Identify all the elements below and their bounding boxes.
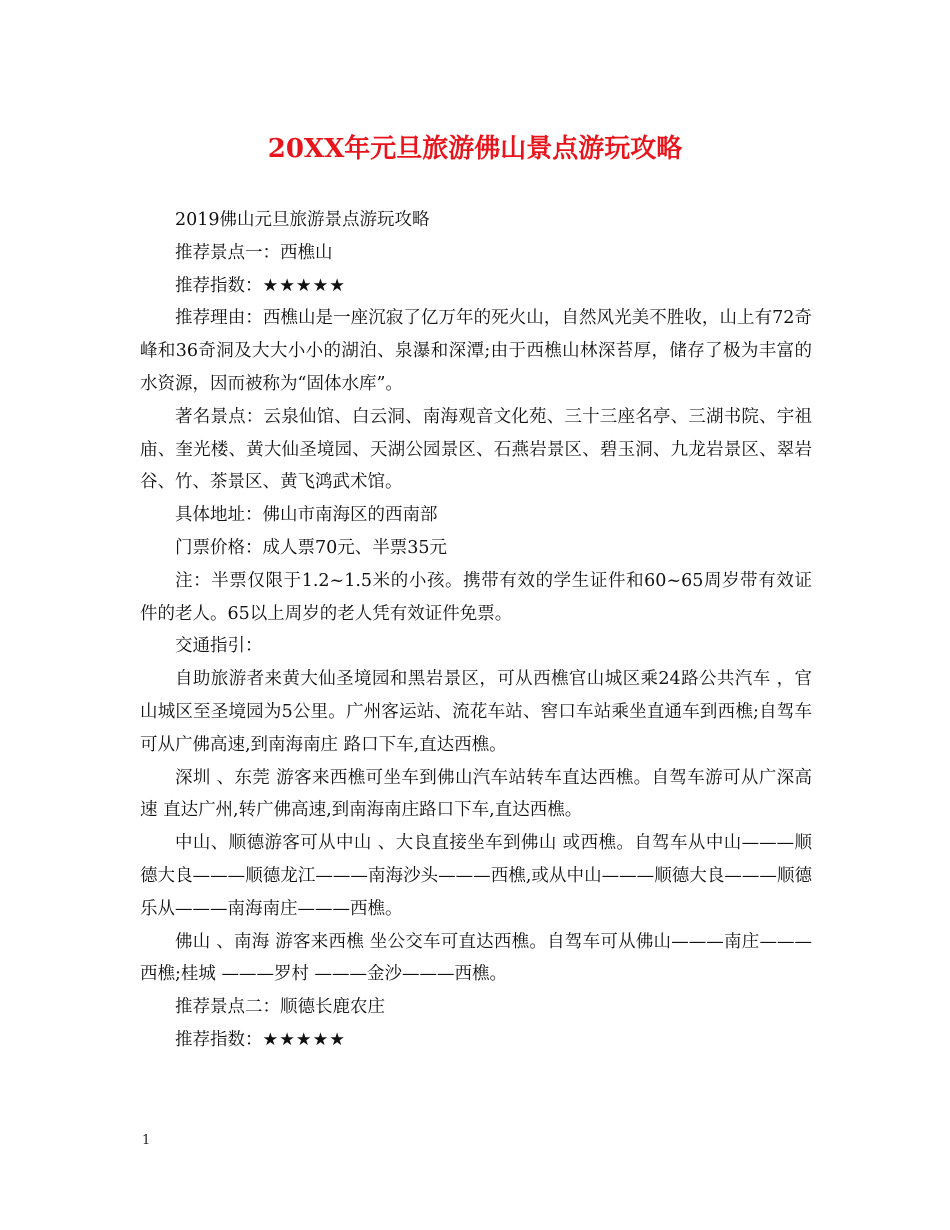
paragraph: 自助旅游者来黄大仙圣境园和黑岩景区，可从西樵官山城区乘24路公共汽车 ，官山城区至圣境园为5公里。广州客运站、流花车站、窖口车站乘坐直通车到西樵;自驾车可从广佛高速,到南海南庄 路口下车,直达西樵。 (140, 669, 812, 755)
page-number: 1 (142, 1133, 151, 1148)
rating-line (140, 1024, 812, 1057)
rating-line (140, 270, 812, 303)
paragraph: 推荐景点一：西樵山 (175, 242, 333, 263)
paragraph: 深圳 、东莞 游客来西樵可坐车到佛山汽车站转车直达西樵。自驾车游可从广深高速 直达广州,转广佛高速,到南海南庄路口下车,直达西樵。 (140, 767, 812, 821)
paragraph: 具体地址：佛山市南海区的西南部 (175, 505, 438, 526)
paragraph: 著名景点：云泉仙馆、白云洞、南海观音文化苑、三十三座名亭、三湖书院、宇祖庙、奎光楼、黄大仙圣境园、天湖公园景区、石燕岩景区、碧玉洞、九龙岩景区、翠岩谷、竹、茶景区、黄飞鸿武术馆。 (140, 406, 812, 493)
paragraph: 佛山 、南海 游客来西樵 坐公交车可直达西樵。自驾车可从佛山———南庄———西樵;桂城 ———罗村 ———金沙———西樵。 (140, 931, 812, 985)
rating-stars: ★★★★★ (262, 275, 346, 296)
paragraph: 中山、顺德游客可从中山 、大良直接坐车到佛山 或西樵。自驾车从中山———顺德大良———顺德龙江———南海沙头———西樵,或从中山———顺德大良———顺德乐从———南海南庄———西樵。 (140, 833, 812, 919)
rating-stars: ★★★★★ (262, 1029, 346, 1050)
document-body (140, 204, 812, 1057)
paragraph: 注：半票仅限于1.2~1.5米的小孩。携带有效的学生证件和60~65周岁带有效证件的老人。65以上周岁的老人凭有效证件免票。 (140, 570, 812, 624)
paragraph: 2019佛山元旦旅游景点游玩攻略 (175, 210, 430, 230)
rating-label: 推荐指数： (175, 1029, 263, 1050)
paragraph: 交通指引： (175, 636, 263, 657)
paragraph: 门票价格：成人票70元、半票35元 (175, 537, 448, 558)
paragraph: 推荐理由：西樵山是一座沉寂了亿万年的死火山，自然风光美不胜收，山上有72奇峰和36奇洞及大大小小的湖泊、泉瀑和深潭;由于西樵山林深苔厚，储存了极为丰富的水资源，因而被称为“固体水库”。 (140, 308, 812, 394)
document-title: 20XX年元旦旅游佛山景点游玩攻略 (267, 134, 683, 164)
paragraph: 推荐景点二：顺德长鹿农庄 (175, 997, 385, 1018)
rating-label: 推荐指数： (175, 275, 263, 296)
